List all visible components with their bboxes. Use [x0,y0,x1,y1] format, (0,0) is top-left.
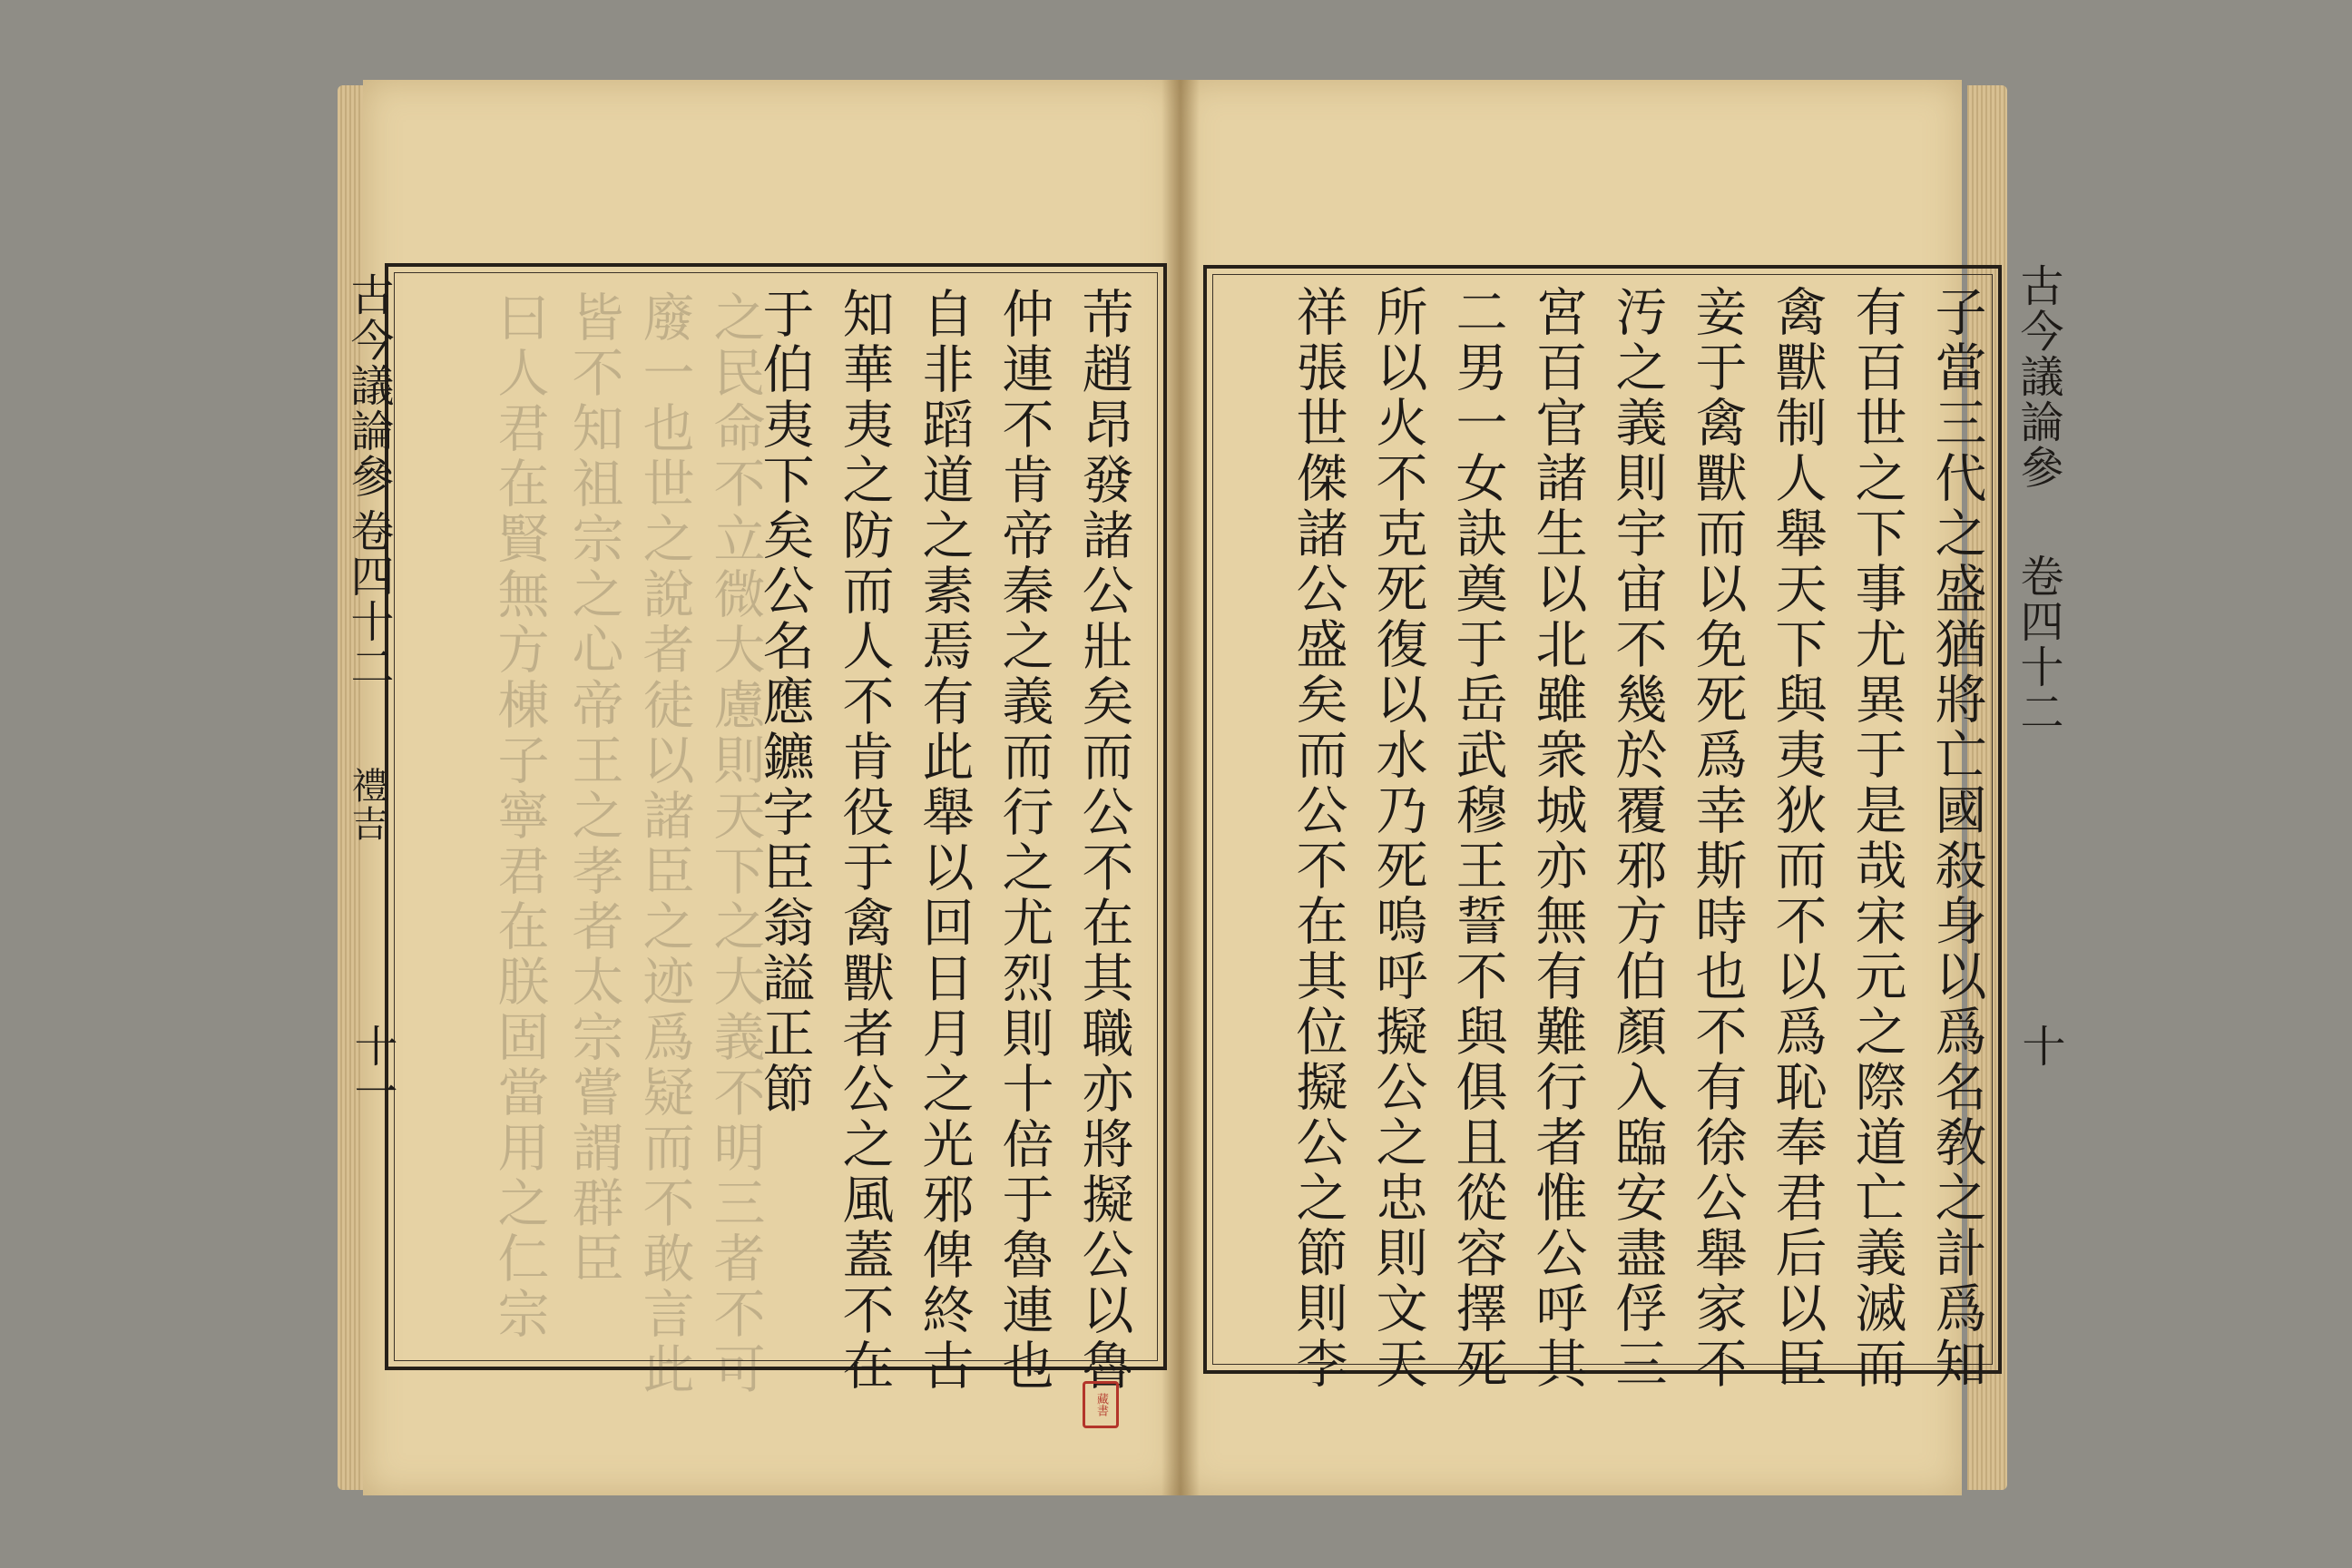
right-text-column-9: 祥張世傑諸公盛矣而公不在其位擬公之節則李 [1288,285,1348,1392]
left-text-column-3: 自非蹈道之素焉有此舉以回日月之光邪俾終古 [914,287,974,1394]
left-text-column-4: 知華夷之防而人不肯役于禽獸者公之風蓋不在 [834,287,894,1394]
right-fold-volume: 卷四十二 [2013,554,2063,735]
left-fold-volume: 卷四十二 [343,508,394,690]
left-text-column-2: 仲連不肯帝秦之義而行之尤烈則十倍于魯連也 [994,287,1054,1394]
left-text-column-1: 芾趙昂發諸公壯矣而公不在其職亦將擬公以魯 [1073,287,1133,1394]
bleed-column-2: 廢一也世之說者徒以諸臣之迹爲疑而不敢言此 [634,290,694,1397]
right-text-column-1: 子當三代之盛猶將亡國殺身以爲名敎之計爲知 [1926,285,1986,1392]
left-fold-section: 禮吉 [346,767,387,843]
collector-seal: 藏書 [1083,1381,1119,1428]
left-text-column-5: 于伯夷下矣公名應鑣字臣翁謚正節 [754,287,814,1117]
right-fold-page: 十 [2014,1024,2065,1069]
bleed-column-3: 皆不知祖宗之心帝王之孝者太宗嘗謂群臣 [564,290,623,1287]
bleed-column-1: 之民命不立微大慮則天下之大義不明三者不可 [705,290,765,1397]
right-text-column-3: 禽獸制人舉天下與夷狄而不以爲恥奉君后以臣 [1767,285,1827,1392]
left-fold-page: 十一 [347,1024,397,1114]
left-fold-title: 古今議論參 [343,272,394,499]
book-gutter [1161,80,1200,1495]
right-text-column-6: 宮百官諸生以北雖衆城亦無有難行者惟公呼其 [1527,285,1587,1392]
right-text-column-2: 有百世之下事尤異于是哉宋元之際道亡義滅而 [1847,285,1906,1392]
right-text-column-4: 妾于禽獸而以免死爲幸斯時也不有徐公舉家不 [1687,285,1747,1392]
right-text-column-8: 所以火不克死復以水乃死嗚呼擬公之忠則文天 [1367,285,1427,1392]
right-fold-title: 古今議論參 [2013,263,2063,490]
bleed-column-4: 曰人君在賢無方棟子寧君在朕固當用之仁宗 [489,290,549,1342]
right-text-column-5: 汚之義則宇宙不幾於覆邪方伯顏入臨安盡俘三 [1607,285,1667,1392]
right-text-column-7: 二男一女訣奠于岳武穆王誓不與俱且從容擇死 [1447,285,1507,1392]
